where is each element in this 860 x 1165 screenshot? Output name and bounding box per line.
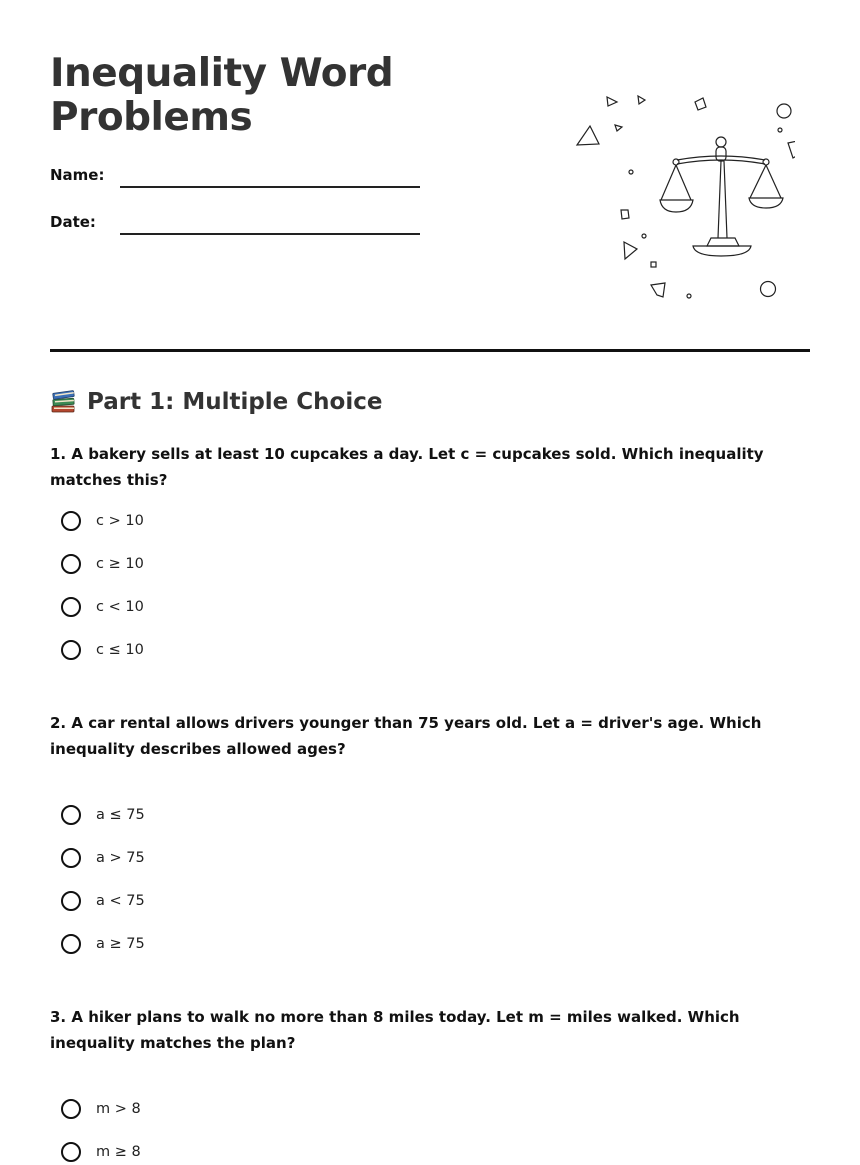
option-1a[interactable] [61,508,144,534]
page-title: Inequality Word Problems [50,51,394,140]
radio-button[interactable] [61,1142,81,1162]
section-heading-part1 [50,388,382,415]
option-label: m ≥ 8 [96,1144,141,1160]
option-2d[interactable] [61,931,145,957]
radio-button[interactable] [61,554,81,574]
question-2: 2. A car rental allows drivers younger than 75 years old. Let a = driver's age. Which inequality describes allowed ages? [50,714,762,758]
option-label: m > 8 [96,1101,141,1117]
option-label: a ≥ 75 [96,936,145,952]
radio-button[interactable] [61,511,81,531]
radio-button[interactable] [61,597,81,617]
radio-button[interactable] [61,848,81,868]
balance-scale-icon [565,90,795,305]
option-label: a > 75 [96,850,145,866]
option-1c[interactable] [61,594,144,620]
option-2c[interactable] [61,888,145,914]
radio-button[interactable] [61,640,81,660]
date-label: Date: [50,213,96,231]
radio-button[interactable] [61,805,81,825]
option-1b[interactable] [61,551,144,577]
option-label: a < 75 [96,893,145,909]
option-label: c > 10 [96,513,144,529]
name-field[interactable] [120,186,420,188]
option-3b[interactable] [61,1139,141,1165]
question-3: 3. A hiker plans to walk no more than 8 miles today. Let m = miles walked. Which inequality matches the plan? [50,1008,740,1052]
name-label: Name: [50,166,105,184]
option-2b[interactable] [61,845,145,871]
books-icon [50,388,77,415]
option-label: c < 10 [96,599,144,615]
option-label: c ≤ 10 [96,642,144,658]
radio-button[interactable] [61,891,81,911]
question-1: 1. A bakery sells at least 10 cupcakes a day. Let c = cupcakes sold. Which inequality matches this? [50,445,764,489]
radio-button[interactable] [61,934,81,954]
option-label: c ≥ 10 [96,556,144,572]
option-1d[interactable] [61,637,144,663]
date-field[interactable] [120,233,420,235]
option-3a[interactable] [61,1096,141,1122]
radio-button[interactable] [61,1099,81,1119]
section-heading-text: Part 1: Multiple Choice [87,388,383,415]
option-2a[interactable] [61,802,145,828]
header-divider [50,349,810,352]
option-label: a ≤ 75 [96,807,145,823]
